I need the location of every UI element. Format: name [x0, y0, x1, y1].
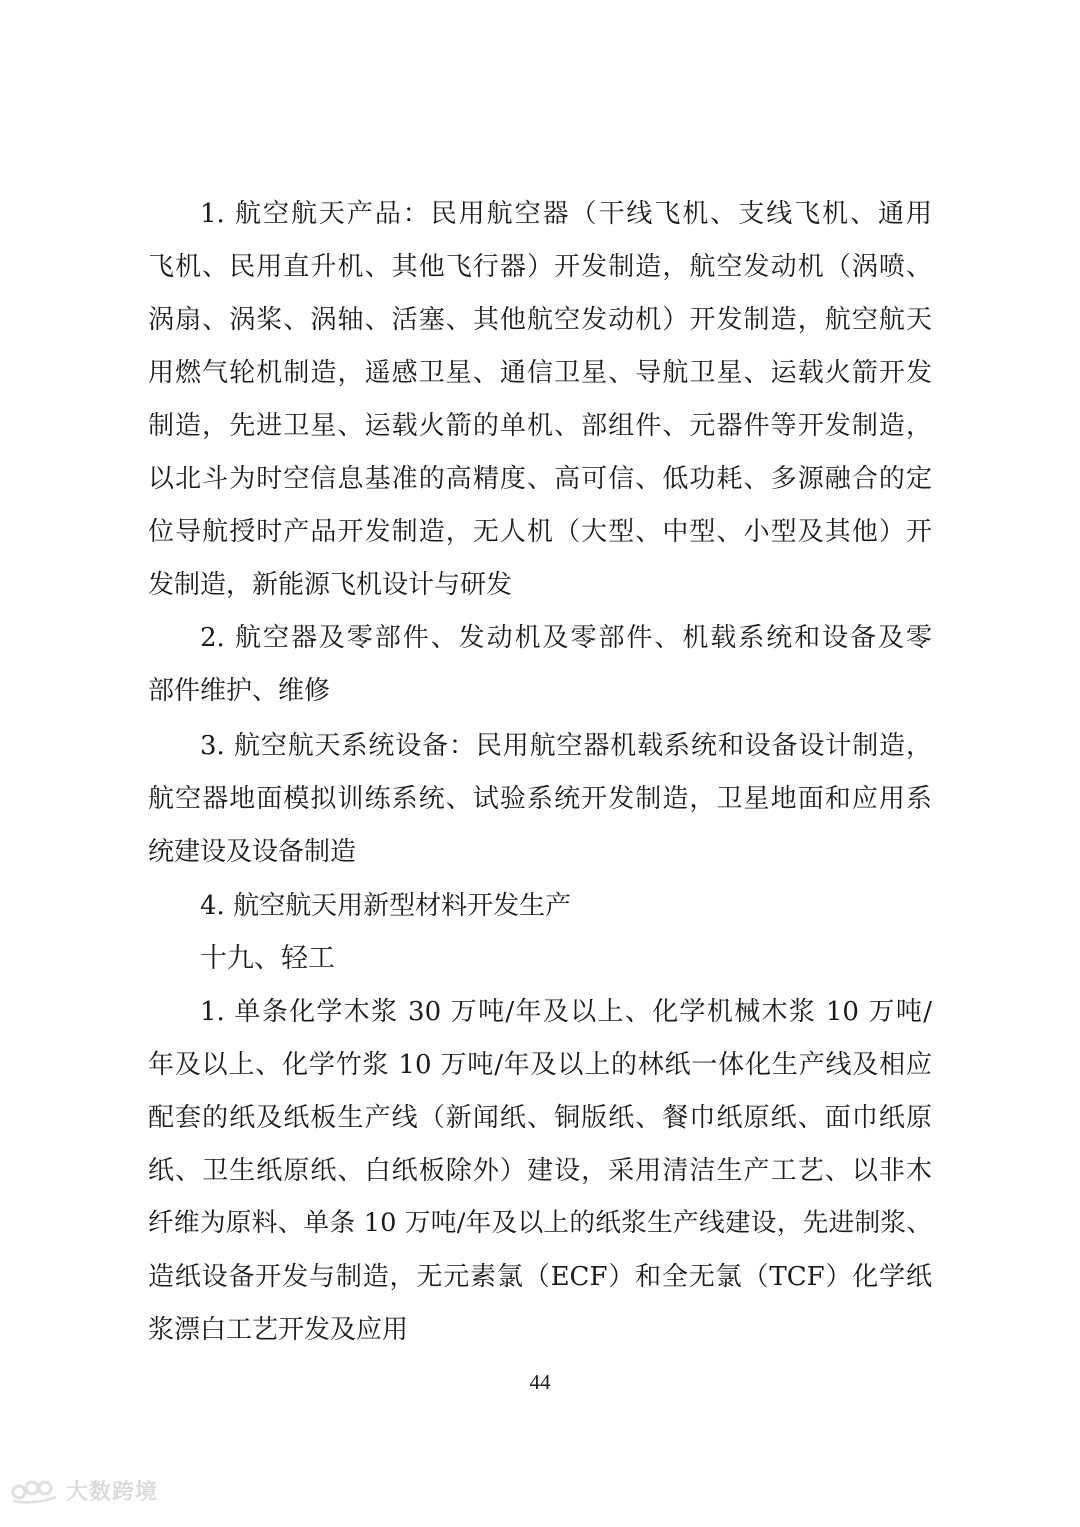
text-line: 纤维为原料、单条 10 万吨/年及以上的纸浆生产线建设，先进制浆、 [148, 1208, 932, 1238]
watermark-text: 大数跨境 [66, 1479, 159, 1505]
text-line: 飞机、民用直升机、其他飞行器）开发制造，航空发动机（涡喷、 [148, 252, 932, 282]
text-line: 位导航授时产品开发制造，无人机（大型、中型、小型及其他）开 [148, 517, 932, 547]
text-line: 造纸设备开发与制造，无元素氯（ECF）和全无氯（TCF）化学纸 [148, 1262, 932, 1292]
text-line: 4. 航空航天用新型材料开发生产 [200, 891, 572, 921]
text-line: 统建设及设备制造 [148, 837, 357, 867]
section-heading: 十九、轻工 [200, 943, 335, 974]
page-number: 44 [529, 1370, 551, 1394]
text-line: 航空器地面模拟训练系统、试验系统开发制造，卫星地面和应用系 [148, 784, 932, 814]
text-line: 涡扇、涡桨、涡轴、活塞、其他航空发动机）开发制造，航空航天 [148, 305, 932, 335]
text-line: 发制造，新能源飞机设计与研发 [148, 570, 513, 600]
text-line: 3. 航空航天系统设备：民用航空器机载系统和设备设计制造， [200, 731, 932, 761]
text-line: 部件维护、维修 [148, 676, 331, 706]
text-line: 浆漂白工艺开发及应用 [148, 1315, 409, 1345]
text-line: 1. 航空航天产品：民用航空器（干线飞机、支线飞机、通用 [200, 199, 932, 229]
text-line: 制造，先进卫星、运载火箭的单机、部组件、元器件等开发制造， [148, 411, 932, 441]
text-line: 1. 单条化学木浆 30 万吨/年及以上、化学机械木浆 10 万吨/ [200, 997, 932, 1027]
text-line: 用燃气轮机制造，遥感卫星、通信卫星、导航卫星、运载火箭开发 [148, 358, 932, 388]
text-line: 年及以上、化学竹浆 10 万吨/年及以上的林纸一体化生产线及相应 [148, 1050, 932, 1080]
text-line: 2. 航空器及零部件、发动机及零部件、机载系统和设备及零 [200, 623, 932, 653]
text-line: 配套的纸及纸板生产线（新闻纸、铜版纸、餐巾纸原纸、面巾纸原 [148, 1103, 932, 1133]
logo-icon [10, 1475, 60, 1505]
text-line: 纸、卫生纸原纸、白纸板除外）建设，采用清洁生产工艺、以非木 [148, 1156, 932, 1186]
text-line: 以北斗为时空信息基准的高精度、高可信、低功耗、多源融合的定 [148, 464, 932, 494]
watermark [10, 1470, 158, 1510]
